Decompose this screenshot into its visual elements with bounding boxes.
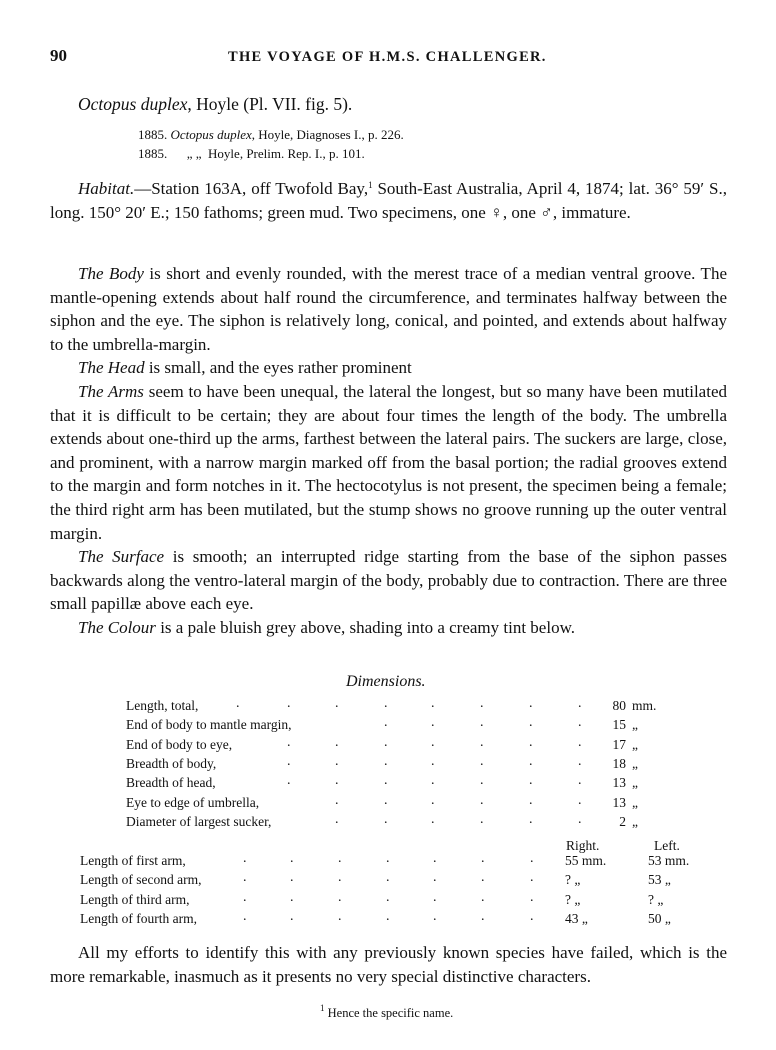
leader-dot: . xyxy=(386,889,390,905)
leader-dot: . xyxy=(243,870,247,886)
footnote-ref: 1 xyxy=(368,180,373,190)
leader-dot: . xyxy=(431,792,435,808)
leader-dot: . xyxy=(338,851,342,866)
arm-right-value: ? „ xyxy=(565,891,581,907)
leader-dot: . xyxy=(481,851,485,866)
leader-dot: . xyxy=(433,889,437,905)
synonymy-entry xyxy=(138,127,404,143)
leader-dot: . xyxy=(335,696,339,711)
leader-dot: . xyxy=(335,773,339,789)
page-number: 90 xyxy=(50,46,67,65)
leader-dot: . xyxy=(386,870,390,886)
dimension-row xyxy=(0,753,776,775)
leader-dot: . xyxy=(480,696,484,711)
leader-dot: . xyxy=(480,773,484,789)
leader-dot: . xyxy=(578,734,582,750)
leader-dot: . xyxy=(290,908,294,924)
syn-name: Octopus duplex xyxy=(170,127,252,142)
syn-ditto: „ „ xyxy=(186,146,202,161)
arm-row xyxy=(0,889,776,911)
dimension-label: Eye to edge of umbrella, xyxy=(126,794,260,810)
arm-left-value: 50 „ xyxy=(648,910,671,926)
leader-dot: . xyxy=(384,811,388,827)
dimension-value: 18 xyxy=(612,755,626,771)
species-heading xyxy=(78,94,352,115)
leader-dot: . xyxy=(335,734,339,750)
dimension-unit: „ xyxy=(632,794,638,810)
leader-dot: . xyxy=(480,734,484,750)
leader-dot: . xyxy=(243,889,247,905)
leader-dot: . xyxy=(529,792,533,808)
leader-dot: . xyxy=(243,851,247,866)
arm-right-value: 43 „ xyxy=(565,910,588,926)
dimension-label: Breadth of head, xyxy=(126,775,216,791)
leader-dot: . xyxy=(578,792,582,808)
dimension-unit: „ xyxy=(632,755,638,771)
leader-dot: . xyxy=(287,753,291,769)
leader-dot: . xyxy=(384,773,388,789)
arms-paragraph: The Arms seem to have been unequal, the lateral the longest, but so many have been mutilated that it is difficult to be certain; they are about four times the length of the body. The umbrella extends about one-third up the arms, farthest between the lateral pairs. The suckers are large, close, and prominent, with a narrow margin marked off from the basal portion; the radial grooves extend to the margin and form notches in it. The hectocotylus is not present, the specimen being a female; the third right arm has been mutilated, but the stump shows no groove running up the outer ventral margin. xyxy=(50,381,727,543)
leader-dot: . xyxy=(431,753,435,769)
dimension-value: 13 xyxy=(612,794,626,810)
species-name: Octopus duplex xyxy=(78,94,188,114)
leader-dot: . xyxy=(290,870,294,886)
leader-dot: . xyxy=(236,696,240,711)
leader-dot: . xyxy=(431,811,435,827)
habitat-label: Habitat. xyxy=(78,179,135,198)
leader-dot: . xyxy=(480,715,484,731)
leader-dot: . xyxy=(384,792,388,808)
leader-dot: . xyxy=(287,696,291,711)
leader-dot: . xyxy=(386,908,390,924)
dimension-unit: „ xyxy=(632,736,638,752)
right-column-header: Right. xyxy=(566,838,600,853)
leader-dot: . xyxy=(290,851,294,866)
leader-dot: . xyxy=(530,889,534,905)
dimension-row xyxy=(0,698,776,717)
leader-dot: . xyxy=(578,773,582,789)
leader-dot: . xyxy=(243,908,247,924)
dimension-unit: „ xyxy=(632,813,638,829)
dimension-row xyxy=(0,717,776,736)
dimension-label: End of body to mantle margin, xyxy=(126,717,292,733)
dimension-value: 80 xyxy=(612,698,626,713)
leader-dot: . xyxy=(384,734,388,750)
habitat-paragraph xyxy=(50,174,727,224)
left-column-header: Left. xyxy=(654,838,680,853)
dimension-label: End of body to eye, xyxy=(126,736,233,752)
arm-row xyxy=(0,908,776,930)
leader-dot: . xyxy=(386,851,390,866)
leader-dot: . xyxy=(481,908,485,924)
dimension-unit: „ xyxy=(632,717,638,733)
running-head: THE VOYAGE OF H.M.S. CHALLENGER. xyxy=(228,49,547,65)
leader-dot: . xyxy=(578,753,582,769)
leader-dot: . xyxy=(480,811,484,827)
leader-dot: . xyxy=(335,811,339,827)
dimension-value: 2 xyxy=(619,813,626,829)
leader-dot: . xyxy=(481,889,485,905)
footnote: $^1$ Hence the specific name. xyxy=(320,1003,454,1020)
leader-dot: . xyxy=(433,851,437,866)
dimension-row xyxy=(0,734,776,756)
arm-right-value: 55 mm. xyxy=(565,853,607,868)
syn-year: 1885. xyxy=(138,146,168,161)
arm-row xyxy=(0,872,776,891)
leader-dot: . xyxy=(530,851,534,866)
dimension-unit: mm. xyxy=(632,698,657,713)
habitat-text: —Station 163A, off Twofold Bay, xyxy=(134,179,369,198)
leader-dot: . xyxy=(287,773,291,789)
arm-left-value: 53 mm. xyxy=(648,853,690,868)
habitat-text-2: South-East Australia, April 4, 1874; lat. 36° 59′ S., long. 150° 20′ E.; 150 fathoms; green mud. Two specimens, one ♀, one ♂, immature. xyxy=(50,179,727,222)
leader-dot: . xyxy=(529,811,533,827)
dimensions-title: Dimensions. xyxy=(346,673,426,690)
leader-dot: . xyxy=(338,908,342,924)
dimension-value: 15 xyxy=(612,717,626,733)
leader-dot: . xyxy=(578,696,582,711)
leader-dot: . xyxy=(335,792,339,808)
syn-year: 1885. xyxy=(138,127,168,142)
arm-left-value: ? „ xyxy=(648,891,664,907)
leader-dot: . xyxy=(529,773,533,789)
leader-dot: . xyxy=(529,753,533,769)
head-paragraph: The Head is small, and the eyes rather prominent xyxy=(78,358,412,378)
synonymy-entry xyxy=(138,146,365,162)
dimension-row xyxy=(0,811,776,833)
leader-dot: . xyxy=(530,908,534,924)
syn-ref: Hoyle, Prelim. Rep. I., p. 101. xyxy=(208,146,365,161)
arm-label: Length of third arm, xyxy=(80,891,190,907)
dimension-unit: „ xyxy=(632,775,638,791)
leader-dot: . xyxy=(481,870,485,886)
leader-dot: . xyxy=(384,753,388,769)
leader-dot: . xyxy=(338,889,342,905)
syn-ref: , Hoyle, Diagnoses I., p. 226. xyxy=(251,127,404,142)
description-block xyxy=(50,262,727,640)
leader-dot: . xyxy=(480,792,484,808)
species-author: , Hoyle (Pl. VII. fig. 5). xyxy=(187,94,353,114)
leader-dot: . xyxy=(287,734,291,750)
surface-paragraph: The Surface is smooth; an interrupted ridge starting from the base of the siphon passes backwards along the ventro-lateral margin of the body, probably due to contraction. There are three small papillæ above each eye. xyxy=(50,547,727,614)
leader-dot: . xyxy=(433,908,437,924)
arm-row xyxy=(0,853,776,872)
dimension-row xyxy=(0,792,776,814)
dimension-row xyxy=(0,775,776,794)
leader-dot: . xyxy=(578,811,582,827)
arm-right-value: ? „ xyxy=(565,872,581,888)
closing-paragraph: All my efforts to identify this with any previously known species have failed, which is the more remarkable, inasmuch as it presents no very special distinctive characters. xyxy=(50,943,727,986)
dimension-label: Diameter of largest sucker, xyxy=(126,813,272,829)
leader-dot: . xyxy=(384,696,388,711)
leader-dot: . xyxy=(529,734,533,750)
dimension-label: Breadth of body, xyxy=(126,755,217,771)
arm-left-value: 53 „ xyxy=(648,872,671,888)
leader-dot: . xyxy=(338,870,342,886)
leader-dot: . xyxy=(431,696,435,711)
dimension-value: 17 xyxy=(612,736,626,752)
leader-dot: . xyxy=(529,696,533,711)
leader-dot: . xyxy=(480,753,484,769)
dimension-value: 13 xyxy=(612,775,626,791)
leader-dot: . xyxy=(290,889,294,905)
arm-label: Length of first arm, xyxy=(80,853,186,868)
leader-dot: . xyxy=(433,870,437,886)
leader-dot: . xyxy=(529,715,533,731)
body-paragraph: The Body is short and evenly rounded, with the merest trace of a median ventral groove. The mantle-opening extends about half round the circumference, and terminates halfway between the siphon and the eye. The siphon is relatively long, conical, and pointed, and extends about halfway to the umbrella-margin. xyxy=(50,264,727,354)
dimension-label: Length, total, xyxy=(126,698,199,713)
leader-dot: . xyxy=(530,870,534,886)
leader-dot: . xyxy=(431,773,435,789)
colour-paragraph: The Colour is a pale bluish grey above, shading into a creamy tint below. xyxy=(78,617,576,637)
arm-label: Length of fourth arm, xyxy=(80,910,197,926)
leader-dot: . xyxy=(431,734,435,750)
leader-dot: . xyxy=(384,715,388,731)
leader-dot: . xyxy=(335,753,339,769)
arm-label: Length of second arm, xyxy=(80,872,202,888)
leader-dot: . xyxy=(578,715,582,731)
leader-dot: . xyxy=(431,715,435,731)
